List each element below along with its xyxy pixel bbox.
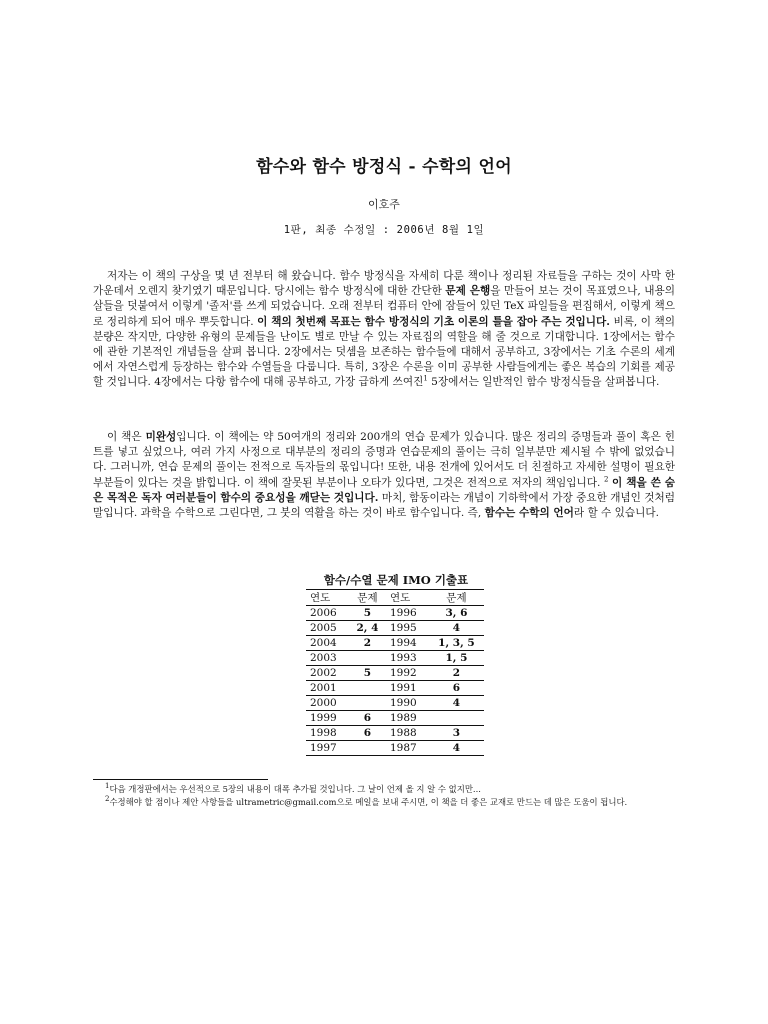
revision-date: 1판, 최종 수정일 : 2006년 8월 1일	[283, 224, 485, 236]
cell-problems	[349, 651, 386, 666]
cell-year: 2005	[306, 621, 349, 636]
text-run: 비록, 이 책의 분량은 작지만, 다양한 유형의 문제들을 난이도 별로 만날 수 있는 자료집의 역할을 해 줄 것으로 기대합니다. 1장에서는 함수에 관한 기본적인 개념들을 살펴 봅니다. 2장에서는 덧셈을 보존하는 함수들에 대해서 공부하고, 3장에서는 기초 수론의 세계에서 자연스럽게 등장하는 함수와 수열들을 다룹니다. 특히, 3장은 수론을 이미 공부한 사람들에게는 좋은 복습의 기회를 제공할 것입니다. 4장에서는 다항 함수에 대해 공부하고, 가장 급하게 쓰여진	[93, 315, 676, 389]
cell-year: 2002	[306, 666, 349, 681]
cell-problems: 2, 4	[349, 621, 386, 636]
text-run: 입니다. 이 책에는 약 50여개의 정리와 200개의 연습 문제가 있습니다. 많은 정리의 증명들과 풀이 혹은 힌트를 넣고 싶었으나, 여러 가지 사정으로 대부분의 정리의 증명과 연습문제의 풀이는 극히 일부분만 제시될 수 밖에 없었습니다. 그러니까, 연습 문제의 풀이는 전적으로 독자들의 몫입니다! 또한, 내용 전개에 있어서도 더 친절하고 자세한 설명이 필요한 부분들이 있다는 것을 밝힙니다. 이 책에 잘못된 부분이나 오타가 있다면, 그것은 전적으로 저자의 책임입니다.	[93, 431, 675, 489]
cell-year: 1988	[386, 726, 429, 741]
cell-problems: 5	[349, 666, 386, 681]
cell-problems: 2	[349, 636, 386, 651]
imo-problems-table	[306, 589, 484, 756]
table-header-row	[306, 590, 484, 606]
header-year: 연도	[306, 590, 349, 606]
cell-problems: 2	[429, 666, 484, 681]
cell-year: 2000	[306, 696, 349, 711]
footnote-ref-2: 2	[603, 475, 609, 484]
cell-year: 1991	[386, 681, 429, 696]
preface-paragraph-1	[93, 269, 675, 391]
text-run: 마치, 함동이라는 개념이 기하학에서 가장 중요한 개념인 것처럼 말입니다. 과학을 수학으로 그린다면, 그 붓의 역활을 하는 것이 바로 함수입니다. 즉,	[93, 491, 675, 520]
footnote-text: 수정해야 할 점이나 제안 사항들을 ultrametric@gmail.com으로 메일을 보내 주시면, 이 책을 더 좋은 교재로 만드는 데 많은 도움이 됩니다.	[109, 796, 628, 807]
cell-year: 2004	[306, 636, 349, 651]
footnotes	[93, 783, 675, 808]
cell-problems: 6	[349, 711, 386, 726]
table-row	[306, 726, 484, 741]
footnote-ref-1: 1	[423, 374, 428, 383]
cell-problems: 1, 3, 5	[429, 636, 484, 651]
table-row	[306, 711, 484, 726]
bold-phrase: 이 책의 첫번째 목표는 함수 방정식의 기초 이론의 틀을 잡아 주는 것입니다.	[257, 315, 610, 328]
text-run: 을 만들어 보는 것이 목표였으나, 내용의 살들을 덧붙여서 이렇게 '졸저'를 쓰게 되었습니다. 오래 전부터 컴퓨터 안에 잠들어 있던 TeX 파일들을 편집해서, 이렇게 책으로 정리하게 되어 매우 뿌듯합니다.	[93, 285, 675, 328]
cell-year: 2003	[306, 651, 349, 666]
table-row	[306, 636, 484, 651]
cell-problems: 4	[429, 621, 484, 636]
table-caption: 함수/수열 문제 IMO 기출표	[323, 573, 469, 587]
footnote-mark: 1	[105, 782, 110, 791]
cell-problems: 4	[429, 696, 484, 711]
cell-problems	[349, 741, 386, 756]
cell-problems: 3	[429, 726, 484, 741]
footnote-text: 다음 개정판에서는 우선적으로 5장의 내용이 대폭 추가될 것입니다. 그 날이 언제 올 지 알 수 없지만...	[109, 784, 481, 794]
table-row	[306, 666, 484, 681]
bold-phrase: 이 책을 쓴 숨은 목적은 독자 여러분들이 함수의 중요성을 깨닫는 것입니다.	[93, 476, 675, 504]
cell-year: 1998	[306, 726, 349, 741]
cell-problems	[349, 681, 386, 696]
cell-year: 1989	[386, 711, 429, 726]
bold-phrase: 문제 은행	[445, 285, 491, 298]
cell-year: 2006	[306, 606, 349, 621]
cell-year: 2001	[306, 681, 349, 696]
footnote-rule	[93, 779, 268, 780]
cell-year: 1997	[306, 741, 349, 756]
text-run: 이 책은	[107, 431, 146, 443]
header-year: 연도	[386, 590, 429, 606]
cell-year: 1999	[306, 711, 349, 726]
table-row	[306, 741, 484, 756]
cell-problems: 3, 6	[429, 606, 484, 621]
cell-year: 1995	[386, 621, 429, 636]
bold-phrase: 함수는 수학의 언어	[484, 507, 574, 520]
cell-year: 1992	[386, 666, 429, 681]
cell-problems: 5	[349, 606, 386, 621]
table-row	[306, 651, 484, 666]
imo-table-block	[306, 572, 486, 756]
footnote-mark: 2	[105, 794, 110, 803]
header-problems: 문제	[429, 590, 484, 606]
preface-paragraph-2	[93, 430, 675, 521]
cell-problems: 6	[429, 681, 484, 696]
table-row	[306, 696, 484, 711]
cell-year: 1996	[386, 606, 429, 621]
table-row	[306, 621, 484, 636]
author-name: 이호주	[368, 198, 400, 211]
text-run: 라 할 수 있습니다.	[573, 507, 659, 520]
cell-year: 1994	[386, 636, 429, 651]
header-problems: 문제	[349, 590, 386, 606]
footnote-1	[93, 783, 675, 796]
cell-problems: 6	[349, 726, 386, 741]
cell-problems: 1, 5	[429, 651, 484, 666]
text-run: 5장에서는 일반적인 함수 방정식들을 살펴봅니다.	[427, 376, 660, 389]
bold-phrase: 미완성	[145, 431, 177, 443]
document-title: 함수와 함수 방정식 - 수학의 언어	[256, 157, 512, 177]
cell-problems	[429, 711, 484, 726]
text-run: 저자는 이 책의 구상을 몇 년 전부터 해 왔습니다. 함수 방정식을 자세히 다룬 책이나 정리된 자료들을 구하는 것이 사막 한가운데서 오렌지 찾기였기 때문입니다. 당시에는 함수 방정식에 대한 간단한	[93, 270, 675, 298]
cell-problems: 4	[429, 741, 484, 756]
cell-year: 1987	[386, 741, 429, 756]
cell-year: 1990	[386, 696, 429, 711]
footnote-2	[93, 796, 675, 809]
cell-problems	[349, 696, 386, 711]
table-row	[306, 606, 484, 621]
table-row	[306, 681, 484, 696]
cell-year: 1993	[386, 651, 429, 666]
